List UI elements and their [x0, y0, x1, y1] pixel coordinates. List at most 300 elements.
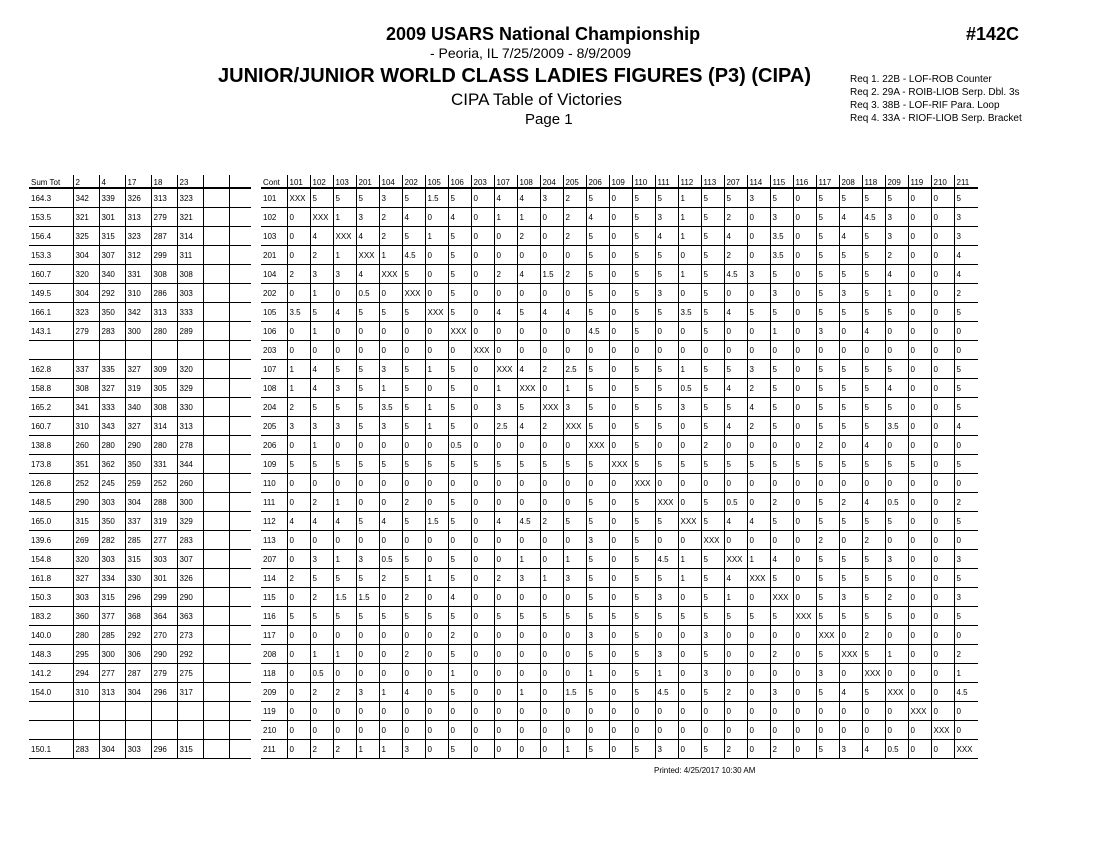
victory-cell: 2: [402, 645, 425, 664]
judge-score-cell: 321: [177, 208, 203, 227]
victory-cell: 0: [793, 683, 816, 702]
victory-cell: 0: [563, 626, 586, 645]
judge-score-cell: 343: [99, 417, 125, 436]
victory-cell: 3: [563, 569, 586, 588]
spacer-cell: [229, 455, 251, 474]
victory-cell: 0: [517, 246, 540, 265]
victory-cell: 5: [862, 588, 885, 607]
victory-cell: 0: [839, 702, 862, 721]
victory-cell: 5: [885, 360, 908, 379]
victory-cell: 5: [701, 512, 724, 531]
judge-score-cell: [73, 721, 99, 740]
column-header: 114: [747, 175, 770, 188]
victory-cell: 5: [655, 607, 678, 626]
victory-cell: 0: [471, 284, 494, 303]
victory-cell: 0: [517, 702, 540, 721]
victory-cell: 3: [402, 740, 425, 759]
victory-cell: 3: [747, 265, 770, 284]
judge-score-cell: 323: [177, 188, 203, 208]
column-header: 206: [586, 175, 609, 188]
victory-cell: 3: [747, 188, 770, 208]
judge-score-cell: 323: [125, 227, 151, 246]
victory-cell: 5: [310, 303, 333, 322]
victory-cell: 5: [885, 455, 908, 474]
victory-cell: 2: [517, 227, 540, 246]
spacer-cell: [229, 360, 251, 379]
table-row: [261, 246, 978, 265]
victory-cell: 3: [310, 550, 333, 569]
victory-cell: 5: [885, 188, 908, 208]
judge-score-cell: [151, 341, 177, 360]
victory-cell: 0: [517, 588, 540, 607]
judge-score-cell: 329: [177, 379, 203, 398]
victory-cell: 2: [333, 683, 356, 702]
victory-cell: 0: [471, 683, 494, 702]
judge-score-cell: 320: [177, 360, 203, 379]
victory-cell: 0: [333, 721, 356, 740]
victory-cell: 5: [402, 360, 425, 379]
victory-cell: 0: [678, 284, 701, 303]
sum-total-cell: 173.8: [29, 455, 73, 474]
victory-cell: 0: [908, 569, 931, 588]
victory-cell: 0: [931, 474, 954, 493]
spacer-cell: [229, 175, 251, 188]
judge-score-cell: 296: [125, 588, 151, 607]
victory-cell: 0: [931, 417, 954, 436]
victory-cell: 0: [655, 626, 678, 645]
victory-cell: 4: [563, 303, 586, 322]
victory-cell: 0: [747, 341, 770, 360]
victory-cell: 0: [471, 208, 494, 227]
victory-cell: 0: [356, 664, 379, 683]
victory-cell: 1: [379, 379, 402, 398]
judge-score-cell: 342: [125, 303, 151, 322]
table-row: [29, 265, 251, 284]
victory-cell: 0: [471, 227, 494, 246]
victory-cell: 4: [724, 417, 747, 436]
victory-cell: 4.5: [402, 246, 425, 265]
victory-cell: 0: [931, 188, 954, 208]
victory-cell: 0: [425, 531, 448, 550]
victory-cell: 1.5: [563, 683, 586, 702]
spacer-cell: [229, 645, 251, 664]
victory-cell: 0: [655, 721, 678, 740]
column-header: 17: [125, 175, 151, 188]
judge-score-cell: 269: [73, 531, 99, 550]
victory-cell: 1: [885, 645, 908, 664]
judge-score-cell: 308: [73, 379, 99, 398]
victory-cell: 2: [310, 588, 333, 607]
victory-cell: 0: [724, 721, 747, 740]
victory-cell: 5: [586, 265, 609, 284]
column-header: 117: [816, 175, 839, 188]
victory-cell: 0: [931, 493, 954, 512]
victory-cell: 5: [586, 398, 609, 417]
victory-cell: 5: [448, 417, 471, 436]
victory-cell: 5: [655, 398, 678, 417]
victory-cell: 0: [655, 341, 678, 360]
victory-cell: 0: [931, 265, 954, 284]
judge-score-cell: 310: [73, 683, 99, 702]
victory-cell: 0: [517, 341, 540, 360]
victory-cell: 0: [931, 683, 954, 702]
victory-cell: 0: [793, 436, 816, 455]
victory-cell: 0: [793, 360, 816, 379]
victory-cell: 0: [908, 683, 931, 702]
table-row: [29, 607, 251, 626]
spacer-cell: [203, 626, 229, 645]
contestant-cell: 210: [261, 721, 287, 740]
sum-total-cell: 160.7: [29, 417, 73, 436]
victory-cell: 3: [563, 398, 586, 417]
victory-cell: 0: [793, 208, 816, 227]
victory-cell: 3: [333, 417, 356, 436]
judge-score-cell: [99, 341, 125, 360]
contestant-cell: 201: [261, 246, 287, 265]
victory-cell: 0: [839, 322, 862, 341]
victory-cell: 0: [862, 721, 885, 740]
victory-cell: 4: [862, 322, 885, 341]
table-row: [29, 550, 251, 569]
victory-cell: 5: [885, 303, 908, 322]
victory-cell: 0: [655, 702, 678, 721]
table-row: [29, 645, 251, 664]
judge-score-cell: 289: [177, 322, 203, 341]
victory-cell: 0: [287, 284, 310, 303]
victory-cell: 1: [563, 550, 586, 569]
victory-cell: 0: [425, 740, 448, 759]
victory-cell: 5: [885, 512, 908, 531]
victory-cell: 4: [724, 303, 747, 322]
table-row: [29, 626, 251, 645]
victory-cell: 5: [586, 550, 609, 569]
victory-cell: 1: [678, 227, 701, 246]
column-header: 208: [839, 175, 862, 188]
column-header: 118: [862, 175, 885, 188]
judge-score-cell: 331: [125, 265, 151, 284]
victory-cell: 0: [425, 322, 448, 341]
victory-cell: 5: [816, 398, 839, 417]
victory-cell: 0: [425, 341, 448, 360]
sum-total-cell: 156.4: [29, 227, 73, 246]
victory-cell: 0: [747, 246, 770, 265]
judge-score-cell: 335: [99, 360, 125, 379]
victory-cell: 5: [954, 303, 978, 322]
column-header: 110: [632, 175, 655, 188]
victory-cell: 4: [839, 683, 862, 702]
victory-cell: 4: [862, 740, 885, 759]
victory-cell: 4: [448, 588, 471, 607]
victory-cell: 1: [517, 208, 540, 227]
victory-cell: 0: [724, 645, 747, 664]
table-row: [261, 607, 978, 626]
victory-cell: 4: [494, 188, 517, 208]
victory-cell: 0: [793, 645, 816, 664]
victory-cell: 0: [885, 664, 908, 683]
judge-score-cell: 342: [73, 188, 99, 208]
column-header: 210: [931, 175, 954, 188]
judge-score-cell: 305: [151, 379, 177, 398]
table-row: [29, 455, 251, 474]
spacer-cell: [203, 721, 229, 740]
victory-cell: 5: [448, 493, 471, 512]
judge-score-cell: 368: [125, 607, 151, 626]
requirements-list: [850, 73, 1022, 125]
victory-cell: XXX: [770, 588, 793, 607]
victory-cell: 0: [931, 455, 954, 474]
victory-cell: XXX: [655, 493, 678, 512]
victory-cell: 0: [609, 265, 632, 284]
victory-cell: 5: [954, 512, 978, 531]
victory-cell: 5: [954, 569, 978, 588]
victory-cell: 5: [701, 379, 724, 398]
judge-score-cell: [73, 341, 99, 360]
contestant-cell: 115: [261, 588, 287, 607]
victory-cell: 0: [747, 721, 770, 740]
table-row: [261, 512, 978, 531]
table-row: [261, 227, 978, 246]
victory-cell: 5: [678, 607, 701, 626]
sum-total-cell: 126.8: [29, 474, 73, 493]
victory-cell: 3: [379, 360, 402, 379]
judge-score-cell: 252: [73, 474, 99, 493]
judge-score-cell: 275: [177, 664, 203, 683]
victory-cell: 5: [632, 550, 655, 569]
victory-cell: 2: [494, 569, 517, 588]
victory-cell: 0: [908, 227, 931, 246]
judge-score-cell: 292: [177, 645, 203, 664]
victory-cell: 5: [701, 683, 724, 702]
table-row: [29, 721, 251, 740]
victory-cell: XXX: [540, 398, 563, 417]
victory-cell: 0: [310, 341, 333, 360]
victory-cell: 5: [770, 569, 793, 588]
victory-cell: 5: [724, 455, 747, 474]
victory-cell: 3: [655, 588, 678, 607]
victory-cell: XXX: [425, 303, 448, 322]
table-row: [29, 664, 251, 683]
victory-cell: 0: [287, 322, 310, 341]
victory-cell: 0: [333, 284, 356, 303]
victory-cell: 5: [954, 379, 978, 398]
victory-cell: 0: [908, 664, 931, 683]
victory-cell: 0: [931, 303, 954, 322]
victory-cell: 3: [885, 208, 908, 227]
victory-cell: 0: [954, 436, 978, 455]
victory-cell: 3.5: [885, 417, 908, 436]
victory-cell: 5: [586, 740, 609, 759]
contestant-cell: 112: [261, 512, 287, 531]
judge-score-cell: 309: [151, 360, 177, 379]
sum-total-cell: 161.8: [29, 569, 73, 588]
judge-score-cell: 329: [177, 512, 203, 531]
victory-cell: 0: [770, 702, 793, 721]
victory-cell: 3: [517, 569, 540, 588]
victory-cell: 5: [586, 645, 609, 664]
victory-cell: 0: [586, 721, 609, 740]
victory-cell: 1: [425, 360, 448, 379]
victory-cell: 5: [448, 740, 471, 759]
victory-cell: 2: [724, 208, 747, 227]
judge-score-cell: 327: [125, 360, 151, 379]
victory-cell: 0: [839, 341, 862, 360]
victory-cell: 5: [655, 303, 678, 322]
judge-score-cell: 303: [99, 493, 125, 512]
victory-cell: 2: [747, 417, 770, 436]
victory-cell: 0: [540, 721, 563, 740]
spacer-cell: [203, 512, 229, 531]
victory-cell: 0: [724, 626, 747, 645]
victory-cell: 0: [678, 531, 701, 550]
victory-cell: 0: [333, 626, 356, 645]
victory-cell: XXX: [954, 740, 978, 759]
victory-cell: 5: [494, 607, 517, 626]
victory-cell: 0: [540, 664, 563, 683]
table-row: [29, 246, 251, 265]
victory-cell: 0: [563, 702, 586, 721]
victory-cell: 0: [356, 493, 379, 512]
victory-cell: 5: [356, 303, 379, 322]
victory-cell: 4.5: [517, 512, 540, 531]
judge-score-cell: 270: [151, 626, 177, 645]
victory-cell: 4: [770, 550, 793, 569]
victory-cell: 5: [701, 588, 724, 607]
victory-cell: 2: [379, 227, 402, 246]
victory-cell: 0: [517, 284, 540, 303]
sum-total-cell: 166.1: [29, 303, 73, 322]
table-row: [261, 379, 978, 398]
judge-score-cell: 304: [125, 683, 151, 702]
victory-cell: 0: [908, 417, 931, 436]
victory-cell: 5: [862, 227, 885, 246]
judge-score-cell: [99, 702, 125, 721]
victory-cell: 0: [839, 721, 862, 740]
judge-score-cell: 326: [177, 569, 203, 588]
victory-cell: 5: [586, 246, 609, 265]
victory-cell: 0: [471, 702, 494, 721]
victory-cell: 2: [701, 436, 724, 455]
victory-cell: 0: [310, 531, 333, 550]
victory-cell: 1: [770, 322, 793, 341]
victory-cell: 0: [793, 265, 816, 284]
victory-cell: 2: [563, 208, 586, 227]
victory-cell: 5: [862, 360, 885, 379]
judge-score-cell: 311: [177, 246, 203, 265]
victory-cell: 5: [402, 550, 425, 569]
victory-cell: 2: [494, 265, 517, 284]
judge-score-cell: 333: [99, 398, 125, 417]
victory-cell: 5: [839, 417, 862, 436]
victory-cell: 0: [747, 227, 770, 246]
victory-cell: 4: [517, 417, 540, 436]
victory-cell: 0: [540, 208, 563, 227]
judge-score-cell: 285: [125, 531, 151, 550]
spacer-cell: [203, 569, 229, 588]
table-row: [261, 645, 978, 664]
victory-cell: 0: [724, 322, 747, 341]
victory-cell: 0: [908, 284, 931, 303]
header-row: [29, 175, 251, 188]
judge-score-cell: 350: [99, 512, 125, 531]
victory-cell: 0: [563, 645, 586, 664]
victory-cell: 3: [770, 208, 793, 227]
victory-cell: 0: [517, 626, 540, 645]
victory-cell: 0: [885, 702, 908, 721]
victory-cell: 0: [609, 227, 632, 246]
victory-cell: XXX: [701, 531, 724, 550]
victory-cell: 5: [770, 265, 793, 284]
victory-cell: 5: [701, 284, 724, 303]
spacer-cell: [229, 588, 251, 607]
contestant-cell: 117: [261, 626, 287, 645]
judge-score-cell: 313: [125, 208, 151, 227]
victory-cell: 5: [839, 455, 862, 474]
table-row: [261, 702, 978, 721]
victory-cell: 0: [356, 702, 379, 721]
table-row: [261, 474, 978, 493]
victory-cell: XXX: [816, 626, 839, 645]
victory-cell: 0: [931, 626, 954, 645]
victory-cell: 1: [333, 645, 356, 664]
victory-cell: 0: [954, 626, 978, 645]
judge-score-cell: 299: [151, 588, 177, 607]
victory-cell: 0: [931, 740, 954, 759]
victory-cell: 0.5: [310, 664, 333, 683]
contestant-cell: 111: [261, 493, 287, 512]
victory-cell: 1: [287, 379, 310, 398]
victory-cell: 5: [701, 360, 724, 379]
victory-cell: 5: [310, 569, 333, 588]
victory-cell: 3: [333, 265, 356, 284]
victory-cell: 4: [310, 512, 333, 531]
victory-cell: 5: [701, 265, 724, 284]
column-header: 116: [793, 175, 816, 188]
contestant-cell: 203: [261, 341, 287, 360]
spacer-cell: [203, 417, 229, 436]
victory-cell: 0: [494, 493, 517, 512]
victory-cell: 1: [379, 683, 402, 702]
victory-cell: 5: [402, 303, 425, 322]
victory-cell: 0: [655, 531, 678, 550]
victory-cell: 0: [793, 664, 816, 683]
victory-cell: 0: [540, 341, 563, 360]
judge-score-cell: 360: [73, 607, 99, 626]
victory-cell: 5: [701, 645, 724, 664]
victory-cell: 5: [632, 265, 655, 284]
victory-cell: 4.5: [954, 683, 978, 702]
victory-cell: 0: [931, 550, 954, 569]
judge-score-cell: 304: [99, 740, 125, 759]
victory-cell: 0: [425, 664, 448, 683]
sum-total-cell: 153.3: [29, 246, 73, 265]
victory-cell: 0: [793, 702, 816, 721]
victory-cell: 4: [310, 360, 333, 379]
victory-cell: 0.5: [379, 550, 402, 569]
sum-total-cell: 183.2: [29, 607, 73, 626]
victory-cell: 0: [609, 398, 632, 417]
victory-cell: 0: [747, 322, 770, 341]
victory-cell: 4: [310, 227, 333, 246]
victory-cell: 4: [885, 379, 908, 398]
spacer-cell: [229, 436, 251, 455]
victory-cell: 0: [908, 645, 931, 664]
judge-score-cell: [125, 721, 151, 740]
victory-cell: 0: [356, 474, 379, 493]
judge-score-cell: 277: [151, 531, 177, 550]
victory-cell: 5: [448, 455, 471, 474]
judge-score-cell: 303: [151, 550, 177, 569]
victory-cell: 0: [609, 474, 632, 493]
